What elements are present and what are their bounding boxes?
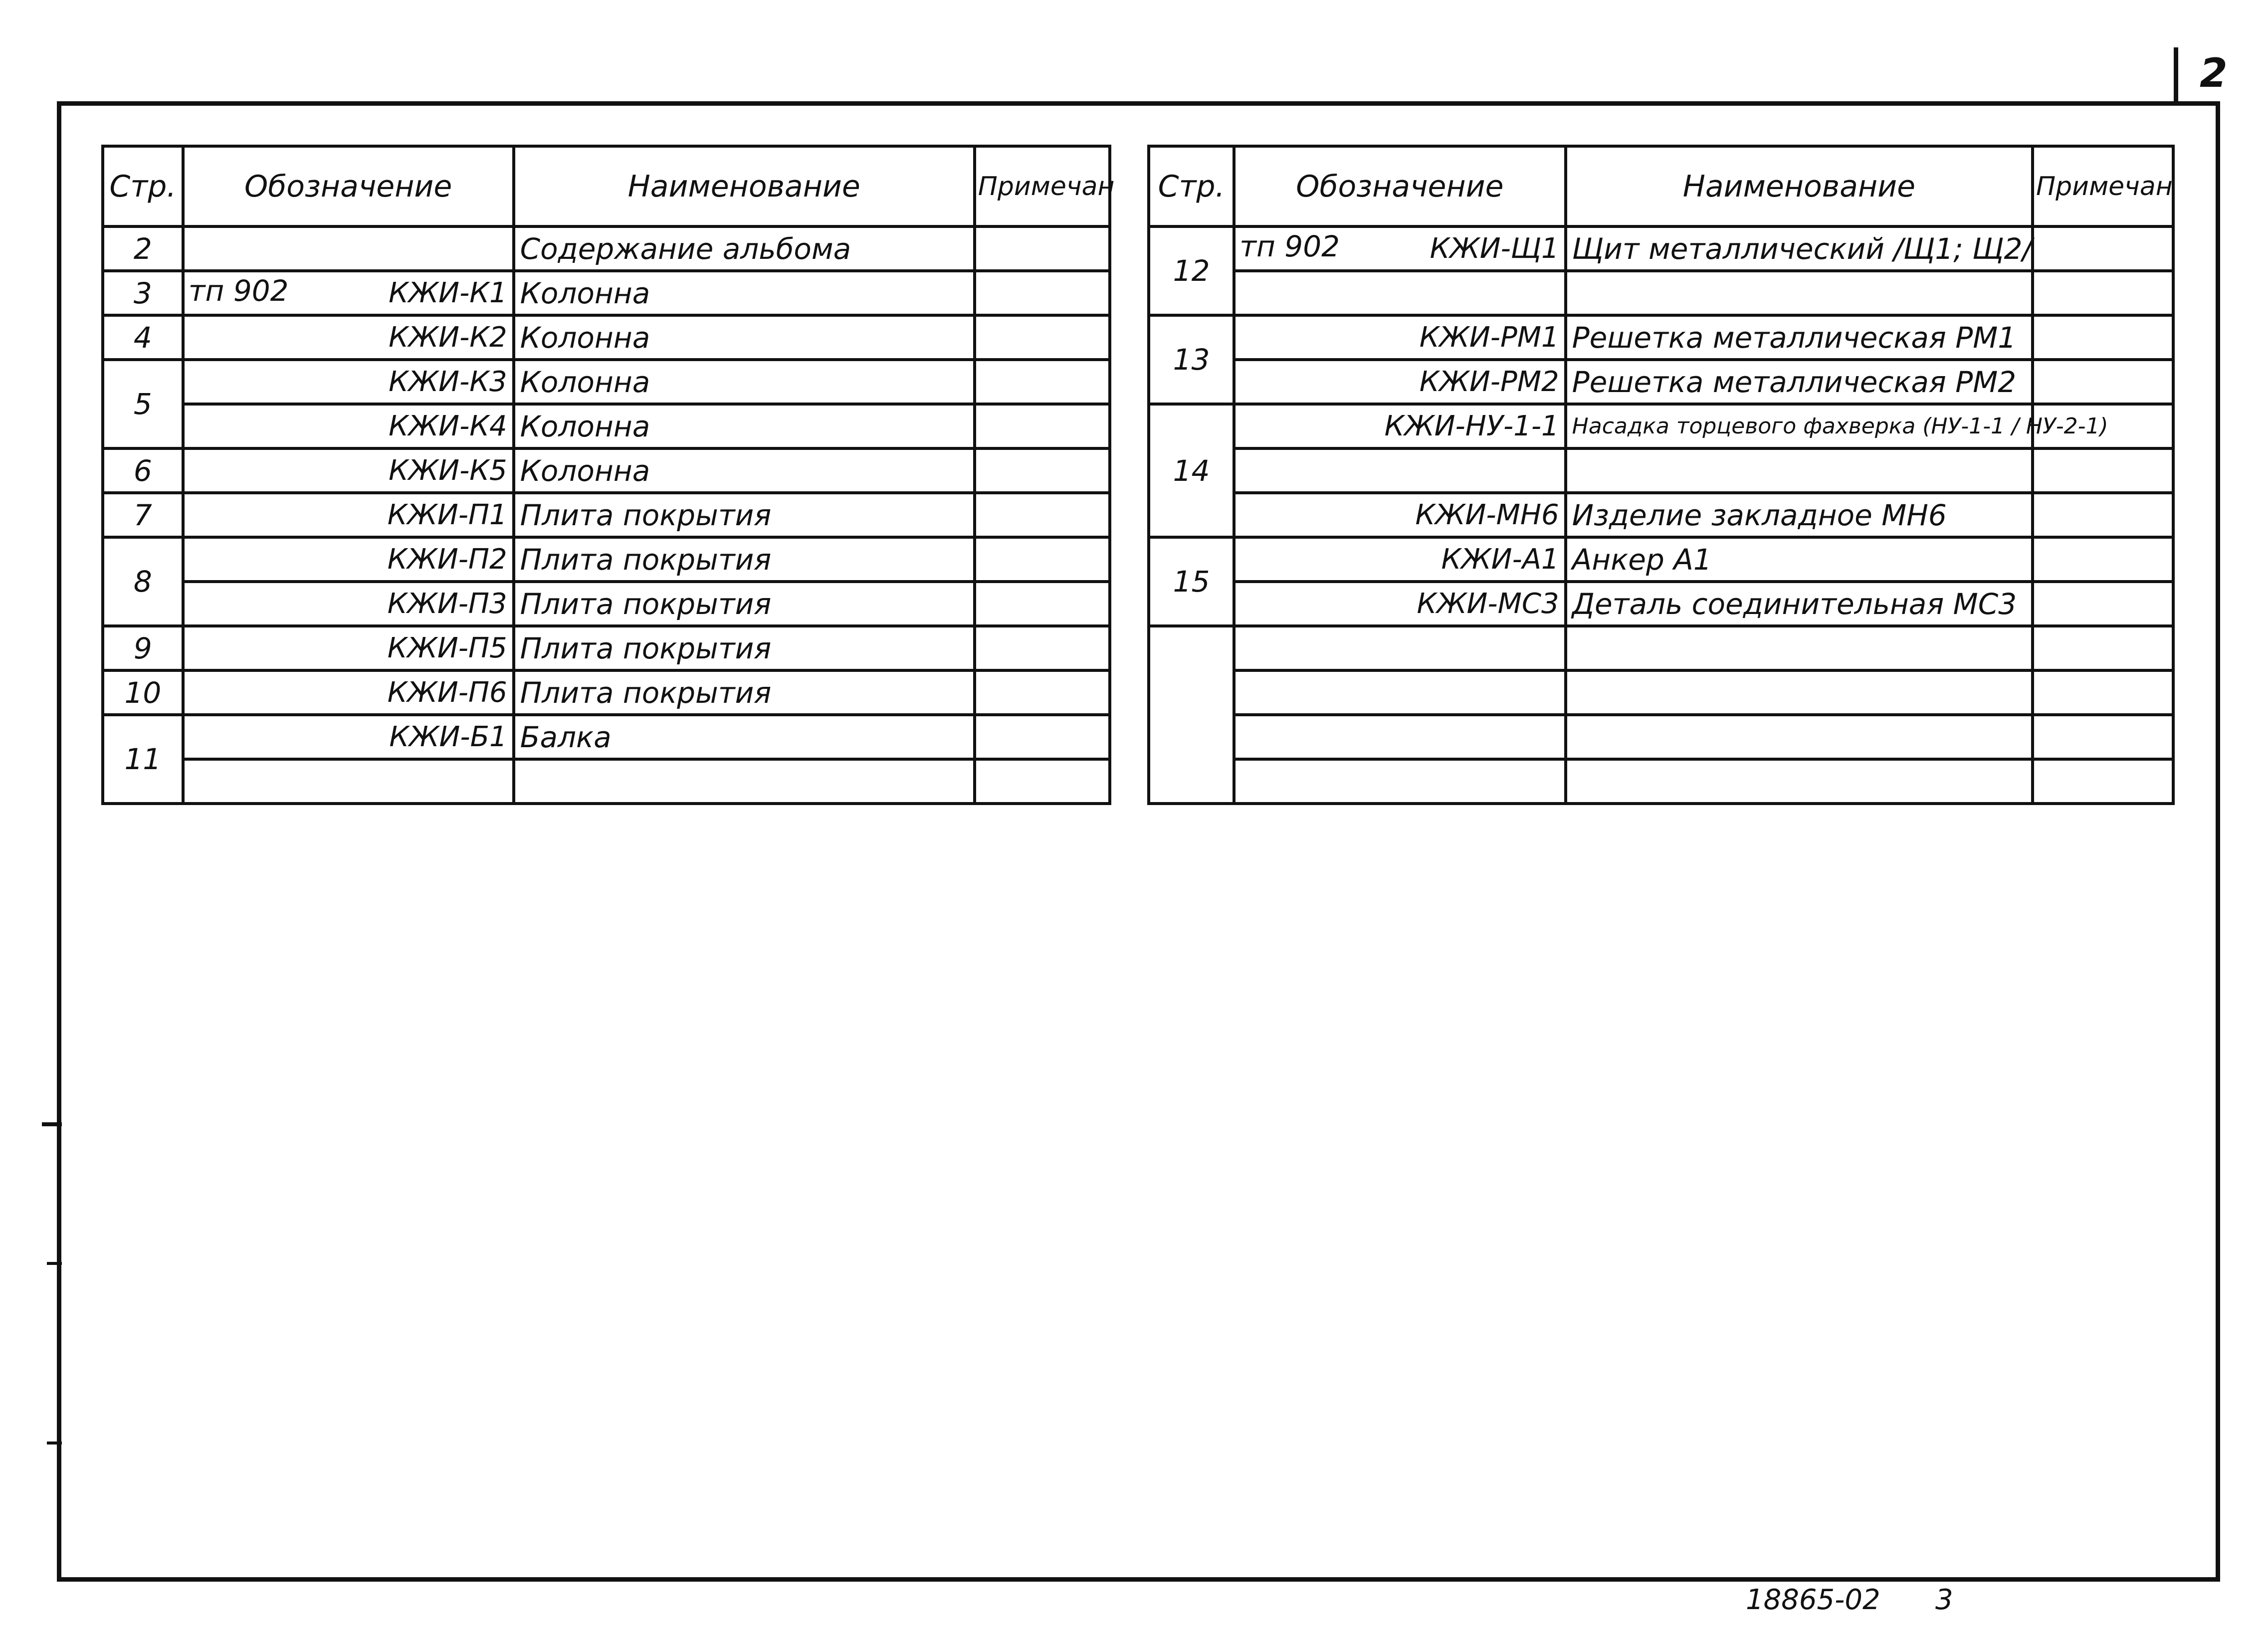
code-label: КЖИ-П6 (387, 676, 507, 709)
note-cell (2033, 715, 2173, 759)
name-cell (1566, 626, 2033, 670)
table-row (1149, 271, 2173, 315)
designation-cell (1234, 715, 1566, 759)
designation-cell (1234, 226, 1566, 271)
note-cell (2033, 626, 2173, 670)
name-cell (1566, 715, 2033, 759)
table-row (103, 537, 1110, 582)
table-row (103, 448, 1110, 493)
designation-cell (1234, 315, 1566, 360)
table-row (103, 493, 1110, 537)
table-row (1149, 493, 2173, 537)
designation-cell (1234, 626, 1566, 670)
designation-cell (183, 582, 514, 626)
designation-cell (1234, 759, 1566, 804)
table-row (103, 404, 1110, 448)
designation-cell (1234, 493, 1566, 537)
code-label: КЖИ-РМ1 (1419, 321, 1559, 354)
table-row (1149, 715, 2173, 759)
designation-cell (183, 626, 514, 670)
note-cell (2033, 448, 2173, 493)
code-label: КЖИ-А1 (1441, 543, 1559, 576)
right-register-table (1147, 145, 2175, 805)
page-cell: 5 (103, 360, 183, 448)
table-row (103, 670, 1110, 715)
page-cell: 9 (103, 626, 183, 670)
code-label: КЖИ-МН6 (1415, 498, 1559, 531)
designation-cell (183, 404, 514, 448)
code-label: КЖИ-К5 (389, 454, 507, 487)
code-label: КЖИ-Б1 (389, 720, 507, 753)
designation-cell (1234, 670, 1566, 715)
frame-tick-mark (42, 1122, 62, 1126)
designation-cell (1234, 360, 1566, 404)
note-cell (975, 537, 1110, 582)
designation-cell (183, 448, 514, 493)
name-cell (1566, 759, 2033, 804)
table-row (1149, 537, 2173, 582)
name-cell: Содержание альбома (514, 226, 975, 271)
table-row (1149, 582, 2173, 626)
name-cell: Колонна (514, 448, 975, 493)
designation-cell (183, 493, 514, 537)
page-cell: 13 (1149, 315, 1234, 404)
note-cell (2033, 582, 2173, 626)
page-cell: 15 (1149, 537, 1234, 626)
name-cell: Насадка торцевого фахверка (НУ-1-1 / НУ-2-1) (1566, 404, 2033, 448)
designation-cell (183, 670, 514, 715)
header-designation: Обозначение (183, 146, 514, 226)
code-label: КЖИ-РМ2 (1419, 365, 1559, 398)
page-cell: 2 (103, 226, 183, 271)
designation-cell (183, 759, 514, 804)
header-note: Примечан (2033, 146, 2173, 226)
header-name: Наименование (514, 146, 975, 226)
code-label: КЖИ-Щ1 (1430, 232, 1559, 265)
code-label: КЖИ-К3 (389, 365, 507, 398)
name-cell: Колонна (514, 315, 975, 360)
note-cell (975, 315, 1110, 360)
table-row (1149, 360, 2173, 404)
name-cell: Плита покрытия (514, 537, 975, 582)
table-row (1149, 759, 2173, 804)
page-cell: 4 (103, 315, 183, 360)
page-cell: 10 (103, 670, 183, 715)
designation-cell (1234, 537, 1566, 582)
code-label: КЖИ-МС3 (1417, 587, 1559, 620)
table-row (103, 360, 1110, 404)
note-cell (975, 493, 1110, 537)
footer-page-number: 3 (1935, 1584, 1953, 1616)
note-cell (975, 226, 1110, 271)
table-row (1149, 226, 2173, 271)
note-cell (2033, 670, 2173, 715)
note-cell (2033, 360, 2173, 404)
code-label: КЖИ-К2 (389, 321, 507, 354)
name-cell: Плита покрытия (514, 582, 975, 626)
name-cell: Плита покрытия (514, 626, 975, 670)
name-cell (1566, 448, 2033, 493)
note-cell (975, 448, 1110, 493)
note-cell (975, 582, 1110, 626)
table-row (1149, 670, 2173, 715)
name-cell: Анкер А1 (1566, 537, 2033, 582)
note-cell (975, 360, 1110, 404)
name-cell (1566, 670, 2033, 715)
table-row (103, 582, 1110, 626)
designation-cell (183, 226, 514, 271)
page-cell: 11 (103, 715, 183, 804)
table-header-row (1149, 146, 2173, 226)
code-label: КЖИ-П5 (387, 631, 507, 664)
note-cell (975, 626, 1110, 670)
table-header-row (103, 146, 1110, 226)
note-cell (2033, 226, 2173, 271)
designation-cell (183, 315, 514, 360)
table-row (103, 315, 1110, 360)
frame-tick-mark (47, 1262, 62, 1265)
table-row (1149, 404, 2173, 448)
table-row (1149, 448, 2173, 493)
name-cell (514, 759, 975, 804)
name-cell: Балка (514, 715, 975, 759)
designation-cell (1234, 582, 1566, 626)
note-cell (2033, 493, 2173, 537)
code-label: КЖИ-К4 (389, 410, 507, 442)
table-row (103, 226, 1110, 271)
note-cell (975, 271, 1110, 315)
name-cell (1566, 271, 2033, 315)
name-cell: Щит металлический /Щ1; Щ2/ (1566, 226, 2033, 271)
table-row (103, 626, 1110, 670)
name-cell: Колонна (514, 360, 975, 404)
table-row (1149, 315, 2173, 360)
name-cell: Решетка металлическая РМ1 (1566, 315, 2033, 360)
page-cell: 3 (103, 271, 183, 315)
name-cell: Плита покрытия (514, 670, 975, 715)
designation-cell (1234, 448, 1566, 493)
header-page: Стр. (103, 146, 183, 226)
header-note: Примечан (975, 146, 1110, 226)
name-cell: Изделие закладное МН6 (1566, 493, 2033, 537)
page-cell: 12 (1149, 226, 1234, 315)
table-row (103, 759, 1110, 804)
series-label: тп 902 (1239, 229, 1340, 263)
note-cell (2033, 271, 2173, 315)
page-cell: 7 (103, 493, 183, 537)
name-cell: Решетка металлическая РМ2 (1566, 360, 2033, 404)
designation-cell (1234, 404, 1566, 448)
code-label: КЖИ-НУ-1-1 (1384, 410, 1559, 442)
note-cell (2033, 537, 2173, 582)
page-cell (1149, 626, 1234, 804)
page-cell: 6 (103, 448, 183, 493)
designation-cell (1234, 271, 1566, 315)
name-cell: Плита покрытия (514, 493, 975, 537)
note-cell (2033, 315, 2173, 360)
code-label: КЖИ-К1 (389, 276, 507, 309)
table-row (1149, 626, 2173, 670)
table-row (103, 715, 1110, 759)
note-cell (975, 759, 1110, 804)
code-label: КЖИ-П1 (387, 498, 507, 531)
sheet-number: 2 (2200, 50, 2228, 96)
left-register-table (101, 145, 1115, 805)
name-cell: Деталь соединительная МС3 (1566, 582, 2033, 626)
header-designation: Обозначение (1234, 146, 1566, 226)
note-cell (975, 715, 1110, 759)
designation-cell (183, 715, 514, 759)
name-cell: Колонна (514, 404, 975, 448)
page-cell: 14 (1149, 404, 1234, 537)
table-row (103, 271, 1110, 315)
page-cell: 8 (103, 537, 183, 626)
series-label: тп 902 (188, 274, 289, 308)
frame-tick-mark (47, 1442, 62, 1444)
header-page: Стр. (1149, 146, 1234, 226)
designation-cell (183, 271, 514, 315)
document-code: 18865-02 (1746, 1584, 1880, 1616)
name-cell: Колонна (514, 271, 975, 315)
code-label: КЖИ-П3 (387, 587, 507, 620)
designation-cell (183, 360, 514, 404)
note-cell (2033, 759, 2173, 804)
note-cell (975, 670, 1110, 715)
designation-cell (183, 537, 514, 582)
header-name: Наименование (1566, 146, 2033, 226)
note-cell (975, 404, 1110, 448)
code-label: КЖИ-П2 (387, 543, 507, 576)
